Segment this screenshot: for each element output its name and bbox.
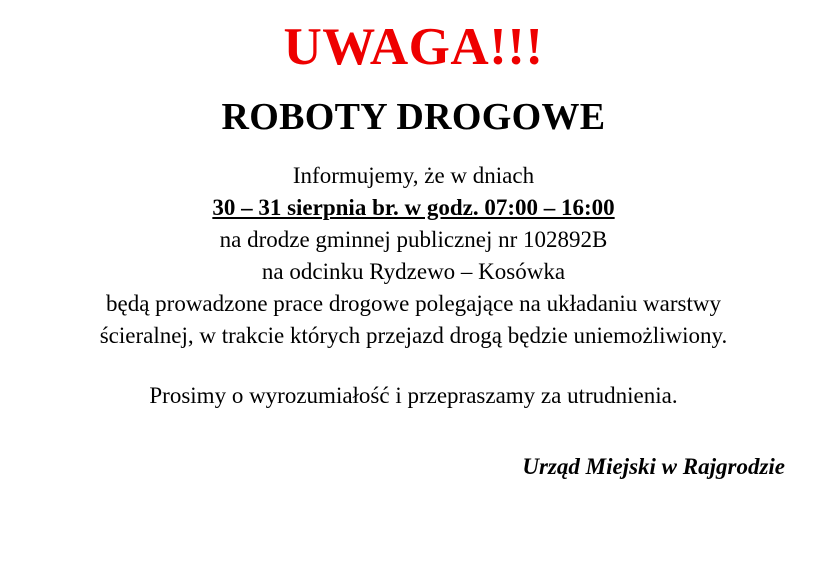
body-line-1: Informujemy, że w dniach [292,162,535,188]
signature: Urząd Miejski w Rajgrodzie [522,453,785,479]
body-line-road: na drodze gminnej publicznej nr 102892B [219,226,608,252]
body-line-works-1: będą prowadzone prace drogowe polegające na układaniu warstwy [106,291,721,317]
closing-apology: Prosimy o wyrozumiałość i przepraszamy za utrudnienia. [149,382,678,408]
body-line-section: na odcinku Rydzewo – Kosówka [261,259,566,285]
page-title: UWAGA!!! [283,18,544,76]
body-line-works-2: ścieralnej, w trakcie których przejazd drogą będzie uniemożliwiony. [99,323,728,349]
body-spacer [0,353,827,380]
page-subtitle: ROBOTY DROGOWE [221,95,606,138]
body-line-dates: 30 – 31 sierpnia br. w godz. 07:00 – 16:00 [212,194,615,220]
notice-body [0,138,827,353]
